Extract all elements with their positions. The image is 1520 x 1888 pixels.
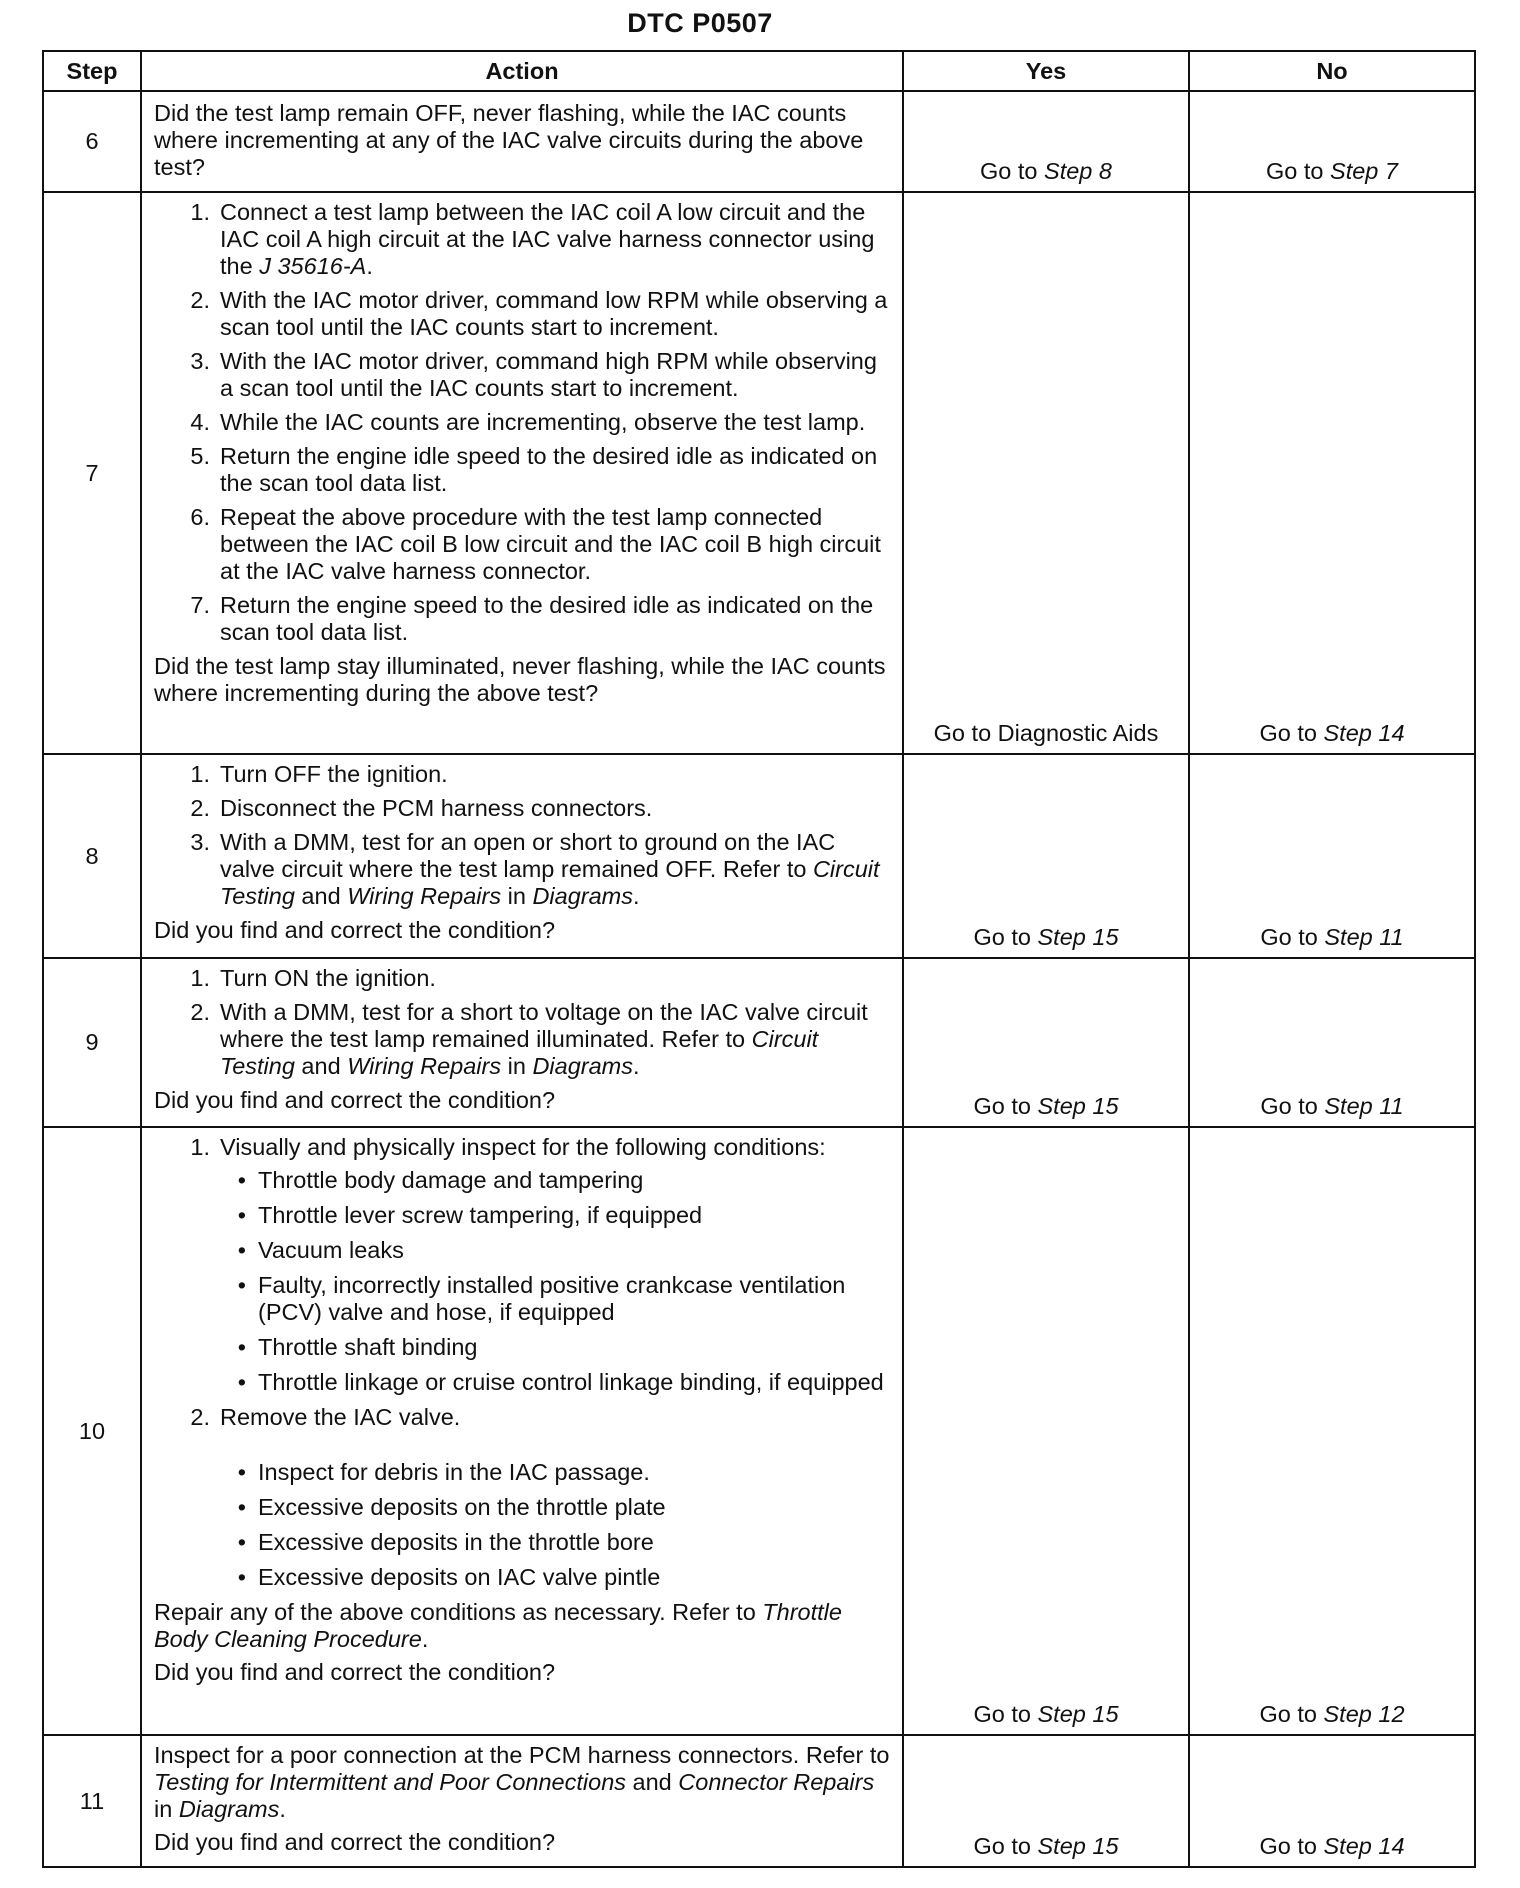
list-item [154, 199, 894, 280]
no-step-ref: Step 14 [1323, 1833, 1405, 1859]
item-number: 2. [190, 1404, 210, 1430]
bullet-item [154, 1494, 894, 1521]
item-end: . [366, 253, 373, 279]
doc-ref: Diagrams [178, 1796, 280, 1822]
no-cell [1189, 192, 1475, 754]
bullet-text: Vacuum leaks [258, 1237, 404, 1263]
item-number: 1. [190, 1134, 210, 1160]
bullet-item [154, 1369, 894, 1396]
no-prefix: Go to [1259, 1701, 1324, 1727]
item-number: 6. [190, 504, 210, 530]
table-row [43, 958, 1475, 1127]
inspect-text: Inspect for a poor connection at the PCM harness connectors. Refer to [154, 1742, 890, 1768]
bullet-dot: • [237, 1459, 246, 1485]
item-text: Visually and physically inspect for the following conditions: [220, 1134, 826, 1160]
yes-step-ref: Step 15 [1037, 924, 1119, 950]
bullet-item [154, 1272, 894, 1326]
item-number: 5. [190, 443, 210, 469]
item-text: Turn OFF the ignition. [220, 761, 448, 787]
bullet-text: Faulty, incorrectly installed positive crankcase ventilation (PCV) valve and hose, if equipped [258, 1272, 846, 1325]
bullet-item [154, 1237, 894, 1264]
table-row [43, 754, 1475, 958]
doc-ref: Throttle Body Cleaning Procedure [154, 1599, 842, 1652]
no-step-ref: Step 7 [1330, 158, 1398, 184]
item-text: With the IAC motor driver, command low RPM while observing a scan tool until the IAC counts start to increment. [220, 287, 888, 340]
action-cell [141, 754, 903, 958]
list-item [154, 795, 894, 822]
item-text: Remove the IAC valve. [220, 1404, 461, 1430]
doc-ref: Diagrams [532, 1053, 633, 1079]
item-number: 1. [190, 199, 210, 225]
no-step-ref: Step 12 [1323, 1701, 1405, 1727]
item-number: 2. [190, 999, 210, 1025]
list-item [154, 1404, 894, 1431]
no-prefix: Go to [1260, 1093, 1325, 1119]
numbered-list [154, 199, 894, 646]
header-row [43, 51, 1475, 91]
item-end: . [633, 883, 640, 909]
item-text [220, 199, 894, 280]
no-prefix: Go to [1259, 720, 1324, 746]
dtc-table [42, 50, 1476, 1868]
item-joiner: and [294, 883, 348, 909]
yes-text: Go to Diagnostic Aids [933, 720, 1159, 746]
yes-prefix: Go to [973, 1701, 1038, 1727]
item-number: 3. [190, 348, 210, 374]
step-number: 9 [43, 958, 141, 1127]
list-item [154, 409, 894, 436]
no-step-ref: Step 14 [1323, 720, 1405, 746]
bullet-list [154, 1459, 894, 1591]
question-text: Did you find and correct the condition? [154, 917, 556, 943]
question-text: Did you find and correct the condition? [154, 1829, 556, 1855]
bullet-text: Excessive deposits in the throttle bore [258, 1529, 654, 1555]
header-step: Step [43, 51, 141, 91]
no-cell [1189, 958, 1475, 1127]
item-number: 2. [190, 287, 210, 313]
table-row [43, 91, 1475, 192]
bullet-item [154, 1334, 894, 1361]
header-yes: Yes [903, 51, 1189, 91]
page-title: DTC P0507 [627, 8, 773, 38]
item-number: 4. [190, 409, 210, 435]
no-cell [1189, 1735, 1475, 1867]
doc-ref: Circuit Testing [220, 1026, 819, 1079]
bullet-text: Throttle body damage and tampering [258, 1167, 644, 1193]
yes-step-ref: Step 15 [1037, 1093, 1119, 1119]
question-text: Did the test lamp stay illuminated, never flashing, while the IAC counts where incrementing during the above test? [154, 653, 886, 706]
bullet-dot: • [237, 1494, 246, 1520]
list-item [154, 999, 894, 1080]
list-item [154, 1134, 894, 1161]
numbered-list [154, 965, 894, 1080]
tool-ref: J 35616-A [259, 253, 367, 279]
yes-prefix: Go to [973, 1833, 1038, 1859]
no-prefix: Go to [1260, 924, 1325, 950]
table-row [43, 1735, 1475, 1867]
yes-prefix: Go to [973, 924, 1038, 950]
no-cell [1189, 754, 1475, 958]
repair-text: Repair any of the above conditions as necessary. Refer to [154, 1599, 763, 1625]
list-item [154, 504, 894, 585]
step-number: 10 [43, 1127, 141, 1735]
yes-cell [903, 91, 1189, 192]
yes-cell [903, 1735, 1189, 1867]
action-cell [141, 91, 903, 192]
item-joiner: and [626, 1769, 679, 1795]
list-item [154, 443, 894, 497]
bullet-dot: • [237, 1564, 246, 1590]
no-step-ref: Step 11 [1324, 924, 1404, 950]
bullet-dot: • [237, 1202, 246, 1228]
action-cell [141, 192, 903, 754]
item-number: 1. [190, 761, 210, 787]
yes-step-ref: Step 15 [1037, 1833, 1119, 1859]
item-end: . [279, 1796, 286, 1822]
no-prefix: Go to [1266, 158, 1331, 184]
bullet-item [154, 1564, 894, 1591]
item-number: 1. [190, 965, 210, 991]
bullet-dot: • [237, 1334, 246, 1360]
doc-ref: Testing for Intermittent and Poor Connections [154, 1769, 627, 1795]
step-number: 8 [43, 754, 141, 958]
item-text: While the IAC counts are incrementing, observe the test lamp. [220, 409, 866, 435]
item-joiner: in [501, 883, 533, 909]
bullet-dot: • [237, 1272, 246, 1298]
list-item [154, 965, 894, 992]
list-item [154, 761, 894, 788]
bullet-item [154, 1459, 894, 1486]
item-joiner: and [294, 1053, 348, 1079]
action-cell [141, 1127, 903, 1735]
question-text: Did you find and correct the condition? [154, 1659, 556, 1685]
table-row [43, 192, 1475, 754]
step-number: 6 [43, 91, 141, 192]
doc-ref: Diagrams [532, 883, 633, 909]
doc-ref: Circuit Testing [220, 856, 880, 909]
doc-ref: Wiring Repairs [347, 883, 502, 909]
bullet-text: Throttle shaft binding [258, 1334, 478, 1360]
bullet-text: Excessive deposits on IAC valve pintle [258, 1564, 661, 1590]
item-text [220, 829, 894, 910]
item-number: 3. [190, 829, 210, 855]
item-text: Repeat the above procedure with the test lamp connected between the IAC coil B low circuit and the IAC coil B high circuit at the IAC valve harness connector. [220, 504, 881, 584]
yes-step-ref: Step 8 [1044, 158, 1112, 184]
table-row [43, 1127, 1475, 1735]
header-no: No [1189, 51, 1475, 91]
item-joiner: in [154, 1796, 179, 1822]
item-text: Return the engine speed to the desired idle as indicated on the scan tool data list. [220, 592, 874, 645]
no-cell [1189, 1127, 1475, 1735]
doc-ref: Connector Repairs [678, 1769, 875, 1795]
bullet-item [154, 1202, 894, 1229]
question-text: Did the test lamp remain OFF, never flashing, while the IAC counts where incrementing at any of the IAC valve circuits during the above test? [154, 100, 864, 180]
item-end: . [421, 1626, 429, 1652]
yes-prefix: Go to [973, 1093, 1038, 1119]
bullet-dot: • [237, 1167, 246, 1193]
item-text: Turn ON the ignition. [220, 965, 436, 991]
item-text: Return the engine idle speed to the desired idle as indicated on the scan tool data list. [220, 443, 878, 496]
action-cell [141, 1735, 903, 1867]
bullet-item [154, 1167, 894, 1194]
item-body: With a DMM, test for a short to voltage on the IAC valve circuit where the test lamp remained illuminated. Refer to [220, 999, 868, 1052]
no-cell [1189, 91, 1475, 192]
yes-cell [903, 192, 1189, 754]
bullet-item [154, 1529, 894, 1556]
item-text: With the IAC motor driver, command high RPM while observing a scan tool until the IAC counts start to increment. [220, 348, 877, 401]
bullet-dot: • [237, 1529, 246, 1555]
item-body: With a DMM, test for an open or short to ground on the IAC valve circuit where the test lamp remained OFF. Refer to [220, 829, 836, 882]
list-item [154, 829, 894, 910]
item-joiner: in [501, 1053, 533, 1079]
yes-cell [903, 1127, 1189, 1735]
bullet-text: Excessive deposits on the throttle plate [258, 1494, 666, 1520]
no-prefix: Go to [1259, 1833, 1324, 1859]
yes-step-ref: Step 15 [1037, 1701, 1119, 1727]
item-number: 2. [190, 795, 210, 821]
bullet-dot: • [237, 1237, 246, 1263]
item-body: Connect a test lamp between the IAC coil A low circuit and the IAC coil A high circuit at the IAC valve harness connector using the [220, 199, 875, 279]
spacer [154, 1431, 894, 1453]
bullet-text: Throttle lever screw tampering, if equipped [258, 1202, 703, 1228]
bullet-text: Throttle linkage or cruise control linkage binding, if equipped [258, 1369, 884, 1395]
yes-prefix: Go to [980, 158, 1045, 184]
item-number: 7. [190, 592, 210, 618]
step-number: 7 [43, 192, 141, 754]
yes-cell [903, 754, 1189, 958]
item-end: . [633, 1053, 640, 1079]
no-step-ref: Step 11 [1324, 1093, 1404, 1119]
bullet-dot: • [237, 1369, 246, 1395]
bullet-list [154, 1167, 894, 1396]
list-item [154, 287, 894, 341]
item-text: Disconnect the PCM harness connectors. [220, 795, 653, 821]
list-item [154, 348, 894, 402]
item-text [220, 999, 894, 1080]
action-cell [141, 958, 903, 1127]
question-text: Did you find and correct the condition? [154, 1087, 556, 1113]
inspect-note [154, 1742, 894, 1823]
numbered-list [154, 761, 894, 910]
bullet-text: Inspect for debris in the IAC passage. [258, 1459, 650, 1485]
step-number: 11 [43, 1735, 141, 1867]
doc-ref: Wiring Repairs [347, 1053, 502, 1079]
repair-note [154, 1599, 894, 1653]
list-item [154, 592, 894, 646]
header-action: Action [141, 51, 903, 91]
yes-cell [903, 958, 1189, 1127]
